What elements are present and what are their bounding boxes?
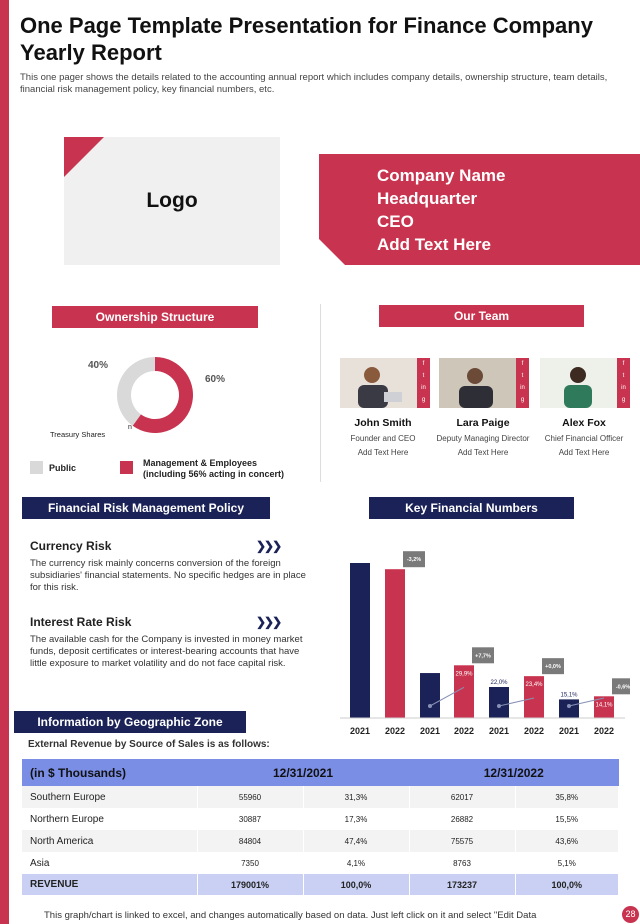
team-social-1: f t in g (417, 358, 430, 408)
x-tick-label: 2022 (593, 726, 615, 736)
team-role-3: Chief Financial Officer (544, 434, 624, 443)
row-pct: 4,1% (303, 852, 409, 874)
x-tick-label: 2022 (384, 726, 406, 736)
row-value: 26882 (409, 808, 515, 830)
row-value: 84804 (197, 830, 303, 852)
company-box-corner (319, 239, 345, 265)
bar (385, 569, 405, 718)
x-tick-label: 2021 (419, 726, 441, 736)
row-value: 55960 (197, 786, 303, 808)
team-role-2: Deputy Managing Director (436, 434, 530, 443)
company-headquarter: Headquarter (377, 189, 478, 208)
bar (489, 687, 509, 718)
data-label: 15,1% (560, 692, 578, 699)
change-label: -0,6% (615, 684, 630, 691)
company-ceo: CEO (377, 212, 414, 231)
row-value: 8763 (409, 852, 515, 874)
risk-title-currency: Currency Risk (30, 539, 112, 553)
trend-point (428, 704, 432, 708)
page-title: One Page Template Presentation for Finance Company Yearly Report (20, 13, 593, 65)
person-photo-icon (340, 358, 418, 408)
legend-mgmt-label: Management & Employees (143, 458, 258, 468)
row-value: 30887 (197, 808, 303, 830)
risk-text-currency: The currency risk mainly concerns conversion of the foreign subsidiaries' financial statements. No specific hedges are in place for this risk. (30, 558, 306, 593)
person-photo-icon (439, 358, 517, 408)
donut-label-mgmt: 60% (205, 374, 226, 385)
footer-note: This graph/chart is linked to excel, and changes automatically based on data. Just left click on it and select "Edit Data (44, 910, 537, 921)
legend-mgmt-label-2: (including 56% acting in concert) (143, 469, 285, 479)
treasury-label-fragment: n (128, 424, 132, 431)
bar (559, 699, 579, 718)
row-value: 62017 (409, 786, 515, 808)
team-add-1: Add Text Here (357, 448, 409, 457)
table-row (22, 808, 619, 830)
row-pct: 17,3% (303, 808, 409, 830)
total-value: 179001% (197, 874, 303, 895)
team-heading: Our Team (379, 305, 584, 327)
x-tick-label: 2021 (488, 726, 510, 736)
data-label: 14,1% (595, 702, 613, 709)
x-tick-label: 2021 (349, 726, 371, 736)
donut-slice-public (117, 357, 155, 426)
treasury-shares-label: Treasury Shares (50, 430, 106, 439)
trend-point (497, 704, 501, 708)
team-social-3: f t in g (617, 358, 630, 408)
donut-label-public: 40% (88, 360, 109, 371)
team-photo-2[interactable] (439, 358, 517, 408)
geo-heading: Information by Geographic Zone (14, 711, 246, 733)
ownership-heading: Ownership Structure (52, 306, 258, 328)
team-role-1: Founder and CEO (350, 434, 416, 443)
row-value: 75575 (409, 830, 515, 852)
risk-heading: Financial Risk Management Policy (22, 497, 270, 519)
person-photo-icon (540, 358, 618, 408)
row-pct: 5,1% (515, 852, 619, 874)
total-value: 173237 (409, 874, 515, 895)
logo-corner-decoration (64, 137, 104, 177)
team-social-2: f t in g (516, 358, 529, 408)
table-row (22, 852, 619, 874)
table-header-row (22, 759, 619, 786)
legend-public-swatch (30, 461, 43, 474)
logo-placeholder[interactable] (64, 137, 280, 265)
risk-title-interest: Interest Rate Risk (30, 615, 132, 629)
legend-mgmt-swatch (120, 461, 133, 474)
logo-text: Logo (146, 189, 198, 212)
table-total-row (22, 874, 619, 895)
team-photo-1[interactable] (340, 358, 418, 408)
trend-point (567, 704, 571, 708)
arrows-icon: ❯❯❯ (256, 539, 281, 553)
data-label: 22,0% (490, 680, 508, 686)
company-add-text: Add Text Here (377, 235, 491, 254)
x-tick-label: 2021 (558, 726, 580, 736)
geo-subheading: External Revenue by Source of Sales is as follows: (28, 739, 270, 750)
company-name: Company Name (377, 166, 506, 185)
row-region: North America (22, 830, 197, 852)
row-region: Northern Europe (22, 808, 197, 830)
section-divider (320, 304, 321, 482)
col-header-2022: 12/31/2022 (409, 759, 619, 786)
risk-text-interest: The available cash for the Company is invested in money market funds, deposit certificates or interest-bearing accounts that have little exposure to market volatility and do not face capital risk. (30, 634, 303, 669)
row-pct: 35,8% (515, 786, 619, 808)
kfn-heading: Key Financial Numbers (369, 497, 574, 519)
data-label: 23,4% (525, 682, 543, 689)
x-tick-label: 2022 (523, 726, 545, 736)
col-header-units: (in $ Thousands) (22, 759, 197, 786)
total-pct: 100,0% (303, 874, 409, 895)
team-photo-3[interactable] (540, 358, 618, 408)
row-pct: 43,6% (515, 830, 619, 852)
key-financial-chart (330, 520, 630, 745)
row-region: Southern Europe (22, 786, 197, 808)
team-name-1: John Smith (354, 417, 412, 429)
row-pct: 31,3% (303, 786, 409, 808)
legend-public-label: Public (49, 463, 77, 473)
left-accent-bar (0, 0, 9, 924)
row-pct: 47,4% (303, 830, 409, 852)
page-number: 28 (622, 906, 639, 923)
team-add-2: Add Text Here (457, 448, 509, 457)
total-label: REVENUE (22, 874, 197, 895)
team-name-3: Alex Fox (562, 417, 606, 429)
team-add-3: Add Text Here (558, 448, 610, 457)
ownership-donut-chart (108, 348, 202, 442)
total-pct: 100,0% (515, 874, 619, 895)
bar (420, 673, 440, 718)
team-name-2: Lara Paige (456, 417, 510, 429)
change-label: +0,0% (545, 664, 561, 671)
col-header-2021: 12/31/2021 (197, 759, 409, 786)
data-label: 29,9% (455, 671, 473, 678)
x-tick-label: 2022 (453, 726, 475, 736)
table-row (22, 830, 619, 852)
row-region: Asia (22, 852, 197, 874)
row-value: 7350 (197, 852, 303, 874)
geo-table (22, 759, 619, 895)
table-row (22, 786, 619, 808)
page-subtitle: This one pager shows the details related to the accounting annual report which includes company details, ownership structure, team details, financial risk management policy, key financial numbers, etc. (20, 72, 608, 95)
company-info-box (319, 154, 640, 265)
change-label: +7,7% (475, 653, 491, 660)
arrows-icon: ❯❯❯ (256, 615, 281, 629)
bar (350, 563, 370, 718)
change-label: -3,2% (406, 557, 422, 564)
row-pct: 15,5% (515, 808, 619, 830)
